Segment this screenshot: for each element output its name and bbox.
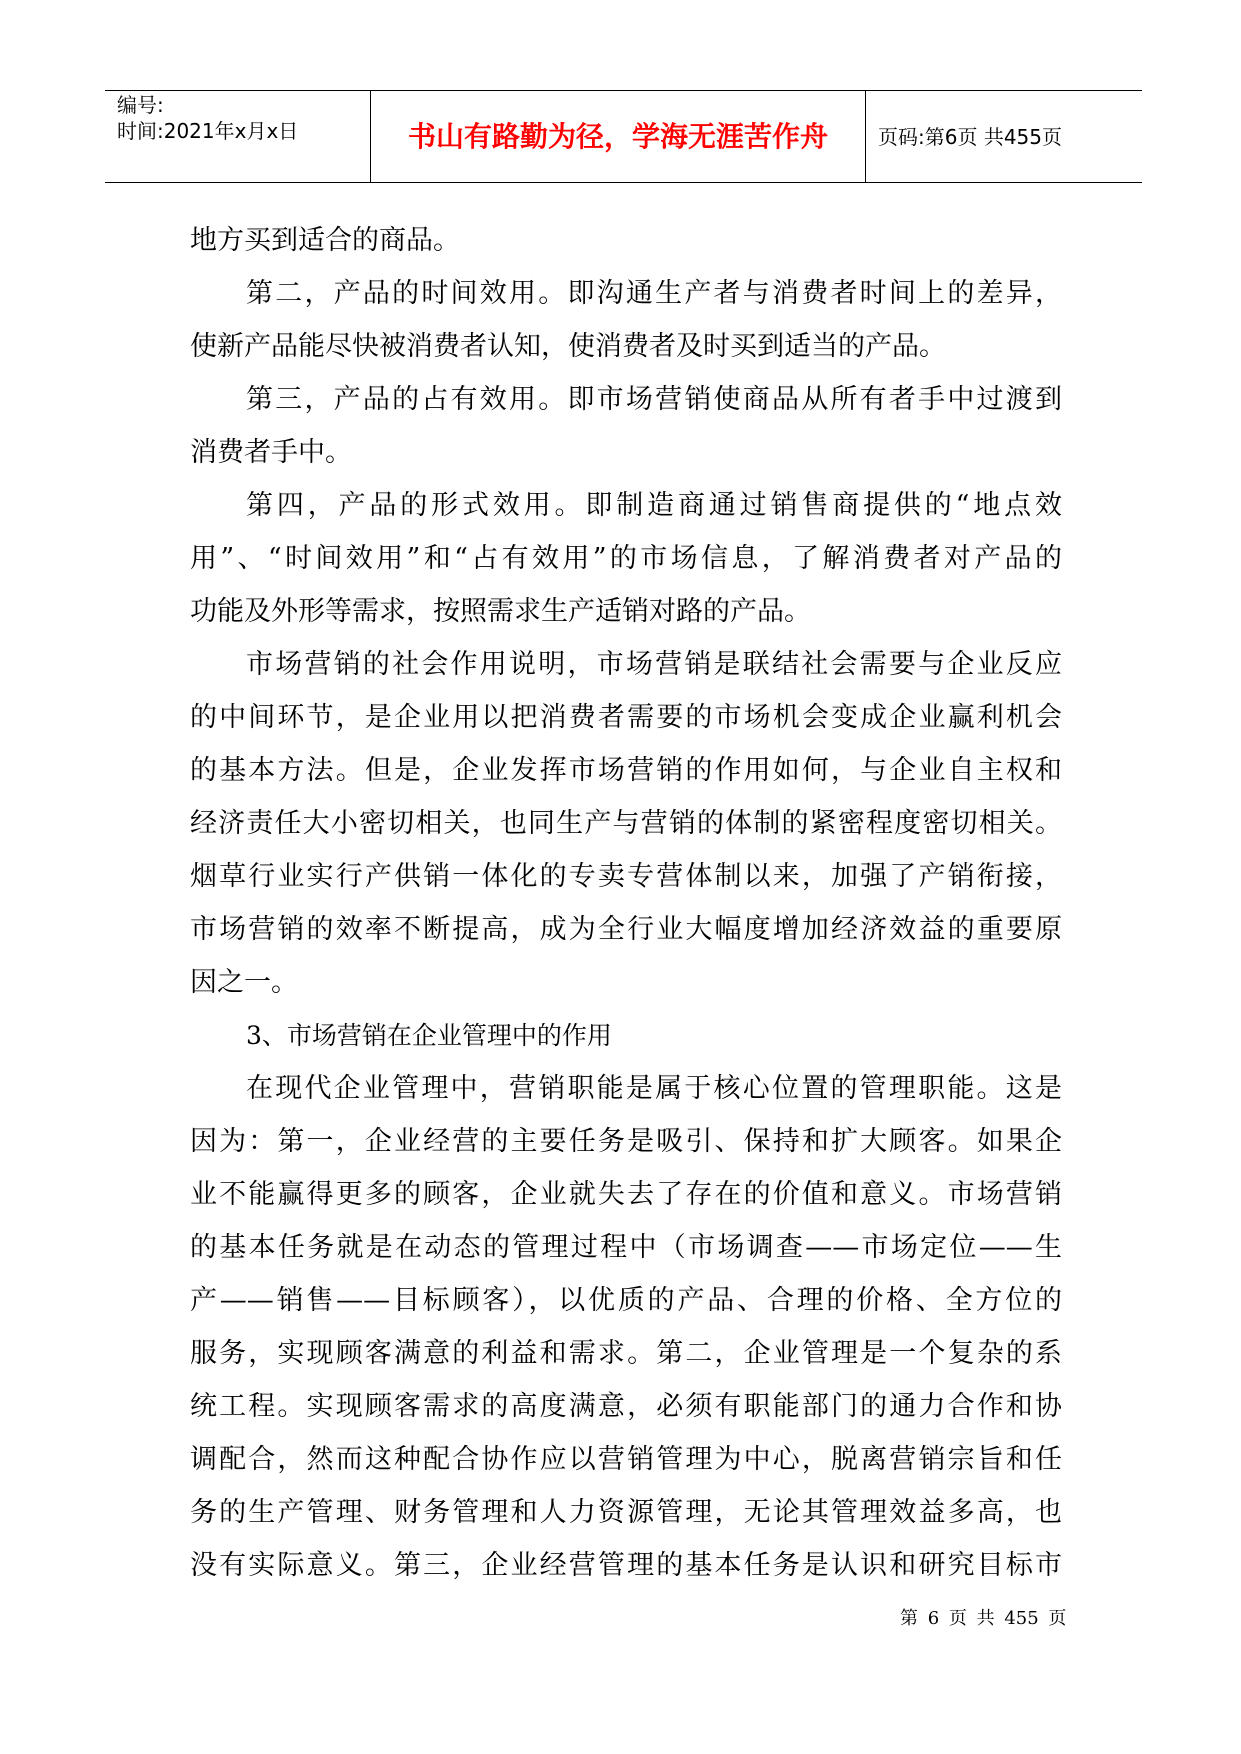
header-motto: 书山有路勤为径，学海无涯苦作舟 (407, 120, 828, 153)
text-line: 消费者手中。 (190, 437, 352, 468)
text-line: 市场营销的社会作用说明，市场营销是联结社会需要与企业反应 (246, 649, 1062, 680)
page-footer-number: 第 6 页 共 455 页 (900, 1608, 1067, 1629)
text-line: 第四，产品的形式效用。即制造商通过销售商提供的“地点效 (246, 490, 1062, 521)
header-right-cell (866, 91, 1142, 182)
text-line: 的基本任务就是在动态的管理过程中（市场调查——市场定位——生 (190, 1232, 1062, 1263)
text-line: 使新产品能尽快被消费者认知，使消费者及时买到适当的产品。 (190, 331, 946, 362)
text-line: 第三，产品的占有效用。即市场营销使商品从所有者手中过渡到 (246, 384, 1062, 415)
header-left-cell (105, 91, 370, 182)
text-line: 服务，实现顾客满意的利益和需求。第二，企业管理是一个复杂的系 (190, 1338, 1062, 1369)
document-time-label: 时间:2021年x月x日 (117, 119, 299, 143)
text-line: 的基本方法。但是，企业发挥市场营销的作用如何，与企业自主权和 (190, 755, 1062, 786)
header-page-info: 页码:第6页 共455页 (878, 125, 1062, 149)
text-line: 烟草行业实行产供销一体化的专卖专营体制以来，加强了产销衔接， (190, 861, 1062, 892)
text-line: 没有实际意义。第三，企业经营管理的基本任务是认识和研究目标市 (190, 1550, 1062, 1581)
text-line: 用”、“时间效用”和“占有效用”的市场信息，了解消费者对产品的 (190, 543, 1062, 574)
document-body (190, 214, 1062, 1592)
text-line: 业不能赢得更多的顾客，企业就失去了存在的价值和意义。市场营销 (190, 1179, 1062, 1210)
section-heading: 3、市场营销在企业管理中的作用 (246, 1021, 612, 1050)
text-line: 统工程。实现顾客需求的高度满意，必须有职能部门的通力合作和协 (190, 1391, 1062, 1422)
text-line: 第二，产品的时间效用。即沟通生产者与消费者时间上的差异， (246, 278, 1062, 309)
page-header (105, 90, 1142, 183)
text-line: 地方买到适合的商品。 (190, 225, 460, 256)
text-line: 的中间环节，是企业用以把消费者需要的市场机会变成企业赢利机会 (190, 702, 1062, 733)
text-line: 产——销售——目标顾客），以优质的产品、合理的价格、全方位的 (190, 1285, 1062, 1316)
text-line: 调配合，然而这种配合协作应以营销管理为中心，脱离营销宗旨和任 (190, 1444, 1062, 1475)
text-line: 在现代企业管理中，营销职能是属于核心位置的管理职能。这是 (246, 1073, 1062, 1104)
text-line: 因为：第一，企业经营的主要任务是吸引、保持和扩大顾客。如果企 (190, 1126, 1062, 1157)
text-line: 因之一。 (190, 967, 298, 998)
header-middle-cell (370, 91, 866, 182)
text-line: 经济责任大小密切相关，也同生产与营销的体制的紧密程度密切相关。 (190, 808, 1062, 839)
text-line: 市场营销的效率不断提高，成为全行业大幅度增加经济效益的重要原 (190, 914, 1062, 945)
text-line: 功能及外形等需求，按照需求生产适销对路的产品。 (190, 596, 811, 627)
text-line: 务的生产管理、财务管理和人力资源管理，无论其管理效益多高，也 (190, 1497, 1062, 1528)
document-number-label: 编号: (117, 93, 164, 117)
